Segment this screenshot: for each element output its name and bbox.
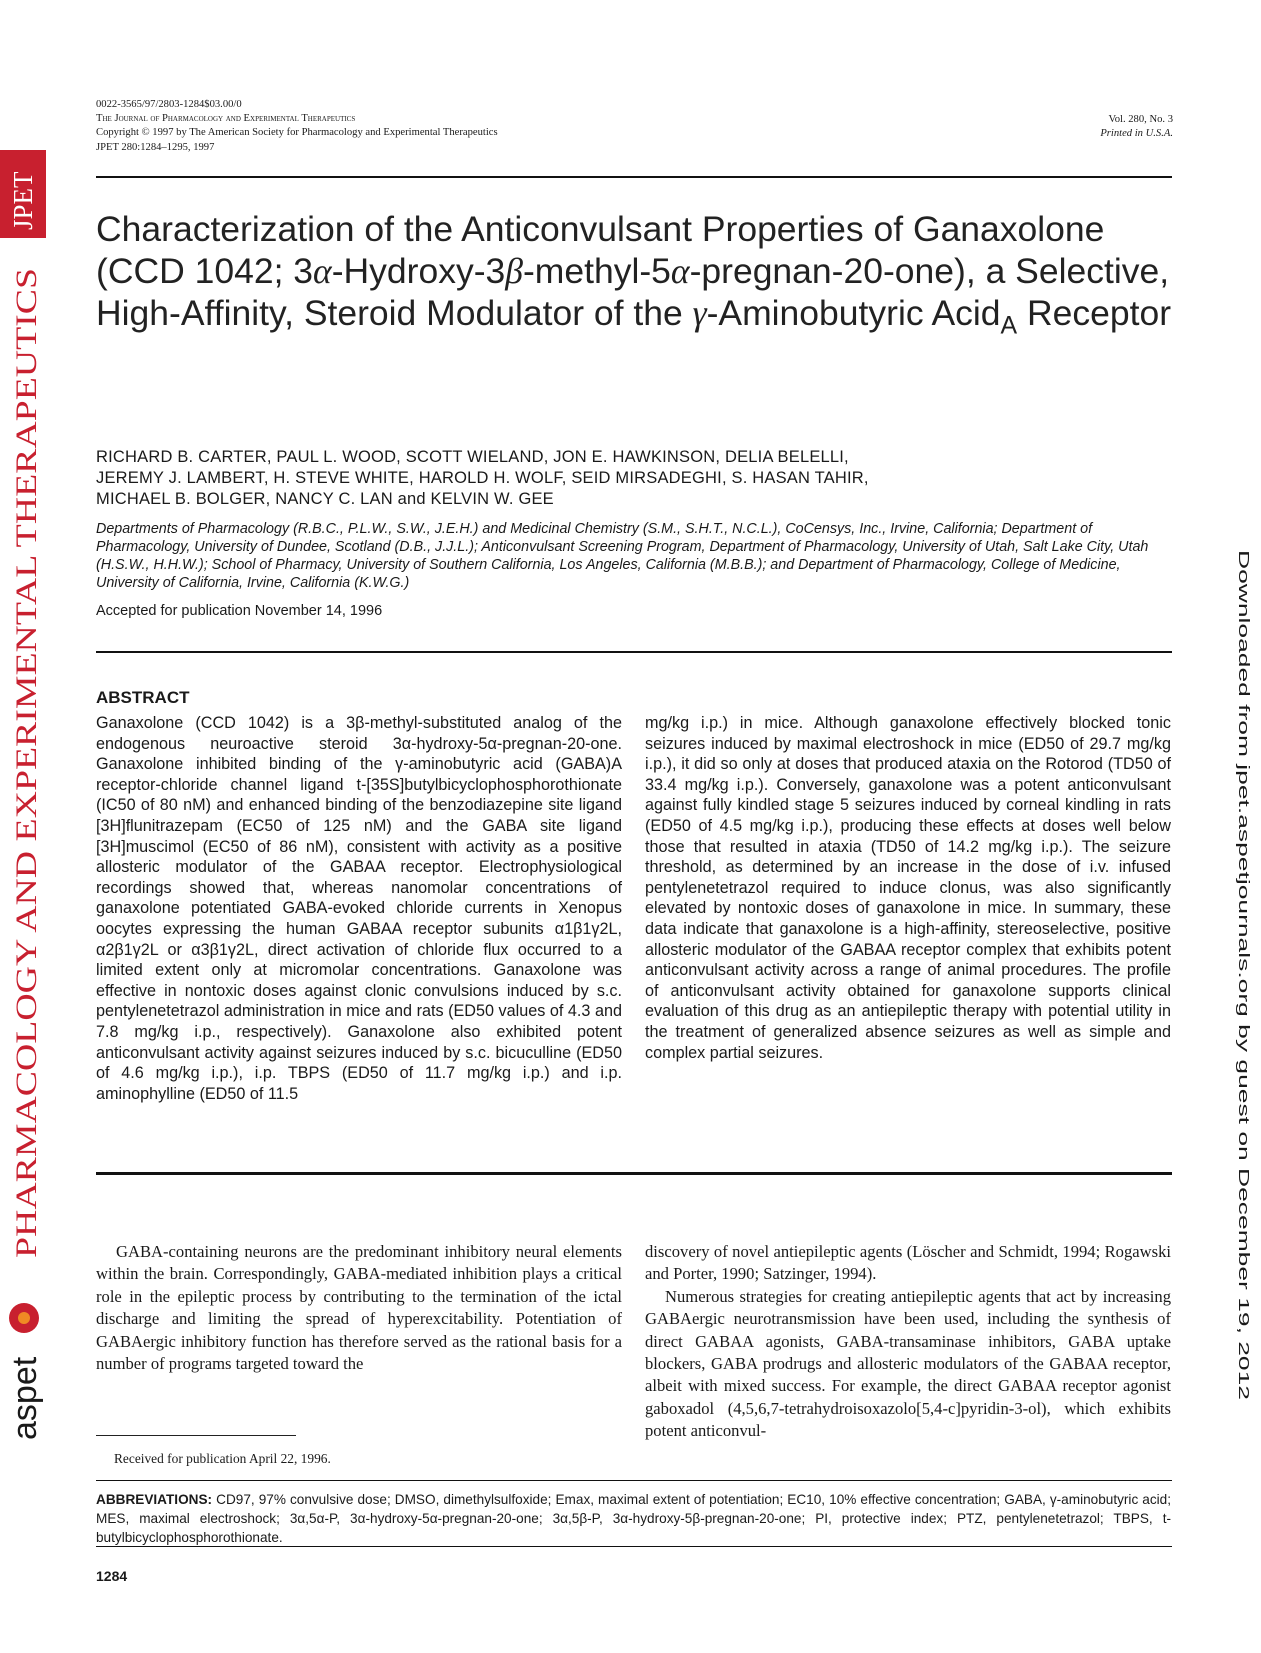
printed-line: Printed in U.S.A. [1100, 128, 1173, 140]
citation-line: JPET 280:1284–1295, 1997 [96, 141, 215, 153]
abbreviations-text: CD97, 97% convulsive dose; DMSO, dimethylsulfoxide; Emax, maximal extent of potentiation; EC10, 10% effective concentration; GABA, γ-aminobutyric acid; MES, maximal electroshock; 3α,5α-P, 3α-hydroxy-5α-pregnan-20-one; 3α,5β-P, 3α-hydroxy-5β-pregnan-20-one; PI, protective index; PTZ, pentylenetetrazol; TBPS, t-butylbicyclophosphorothionate. [96, 1492, 1172, 1545]
title-text: -methyl-5 [522, 251, 671, 291]
title-alpha: α [313, 251, 332, 291]
article-title [96, 208, 1172, 340]
title-subscript: A [1000, 312, 1018, 340]
author-line: RICHARD B. CARTER, PAUL L. WOOD, SCOTT WIELAND, JON E. HAWKINSON, DELIA BELELLI, [96, 448, 849, 466]
footnote-rule [96, 1435, 296, 1436]
abstract-top-rule [96, 651, 1172, 653]
author-line: JEREMY J. LAMBERT, H. STEVE WHITE, HAROLD H. WOLF, SEID MIRSADEGHI, S. HASAN TAHIR, [96, 469, 869, 487]
body-left-column [96, 1241, 622, 1375]
title-gamma: γ [692, 293, 707, 333]
issn-line: 0022-3565/97/2803-1284$03.00/0 [96, 99, 242, 110]
download-note-text: Downloaded from jpet.aspetjournals.org by guest on December 19, 2012 [1235, 550, 1251, 1017]
author-list [96, 447, 1172, 510]
page-number: 1284 [96, 1568, 128, 1584]
publisher-logo-text: aspet [6, 1356, 44, 1440]
abbreviations-top-rule [96, 1480, 1172, 1481]
jpet-badge-text: JPET [8, 171, 38, 230]
volume-line: Vol. 280, No. 3 [1108, 114, 1173, 125]
journal-side-banner [0, 150, 46, 1540]
body-paragraph: Numerous strategies for creating antiepileptic agents that act by increasing GABAergic neurotransmission have been used, including the synthesis of direct GABAA agonists, GABA-transaminase inhibitors, GABA uptake blockers, GABA prodrugs and allosteric modulators of the GABAA receptor, albeit with mixed success. For example, the direct GABAA receptor agonist gaboxadol (4,5,6,7-tetrahydroisoxazolo[5,4-c]pyridin-3-ol), which exhibits potent anticonvul- [645, 1286, 1171, 1441]
download-note [1233, 550, 1255, 1410]
title-text: Characterization of the Anticonvulsant Properties of Ganaxolone (CCD 1042; 3 [96, 209, 1105, 291]
accepted-date: Accepted for publication November 14, 1996 [96, 603, 383, 619]
title-alpha: α [670, 251, 690, 291]
abstract-bottom-rule [96, 1172, 1172, 1175]
copyright-line: Copyright © 1997 by The American Society for Pharmacology and Experimental Therapeutics [96, 127, 498, 139]
abstract-heading: ABSTRACT [96, 688, 190, 707]
title-text: Receptor [1017, 293, 1172, 333]
body-right-column [645, 1241, 1171, 1443]
author-line: MICHAEL B. BOLGER, NANCY C. LAN and KELVIN W. GEE [96, 490, 554, 508]
abbreviations-bottom-rule [96, 1546, 1172, 1547]
journal-name-vertical: PHARMACOLOGY AND EXPERIMENTAL THERAPEUTICS [10, 472, 43, 1258]
aspet-logo-icon [6, 1303, 44, 1440]
header-volume [1100, 113, 1173, 141]
abstract-left-column: Ganaxolone (CCD 1042) is a 3β-methyl-substituted analog of the endogenous neuroactive steroid 3α-hydroxy-5α-pregnan-20-one. Ganaxolone inhibited binding of the γ-aminobutyric acid (GABA)A receptor-chloride channel ligand t-[35S]butylbicyclophosphorothionate (IC50 of 80 nM) and enhanced binding of the benzodiazepine site ligand [3H]flunitrazepam (EC50 of 125 nM) and the GABA site ligand [3H]muscimol (EC50 of 86 nM), consistent with activity as a positive allosteric modulator of the GABAA receptor. Electrophysiological recordings showed that, whereas nanomolar concentrations of ganaxolone potentiated GABA-evoked chloride currents in Xenopus oocytes expressing the human GABAA receptor subunits α1β1γ2L, α2β1γ2L or α3β1γ2L, direct activation of chloride flux occurred to a limited extent only at micromolar concentrations. Ganaxolone was effective in nontoxic doses against clonic convulsions induced by s.c. pentylenetetrazol administration in mice and rats (ED50 values of 4.3 and 7.8 mg/kg i.p., respectively). Ganaxolone also exhibited potent anticonvulsant activity against seizures induced by s.c. bicuculline (ED50 of 4.6 mg/kg i.p.), i.p. TBPS (ED50 of 11.7 mg/kg i.p.) and i.p. aminophylline (ED50 of 11.5 [96, 714, 622, 1103]
received-footnote: Received for publication April 22, 1996. [114, 1451, 331, 1466]
affiliations: Departments of Pharmacology (R.B.C., P.L.W., S.W., J.E.H.) and Medicinal Chemistry (S.M., S.H.T., N.C.L.), CoCensys, Inc., Irvine, California; Department of Pharmacology, University of Dundee, Scotland (D.B., J.J.L.); Anticonvulsant Screening Program, Department of Pharmacology, University of Utah, Salt Lake City, Utah (H.S.W., H.H.W.); School of Pharmacy, University of Southern California, Los Angeles, California (M.B.B.); and Department of Pharmacology, College of Medicine, University of California, Irvine, California (K.W.G.) [96, 521, 1149, 591]
body-paragraph: discovery of novel antiepileptic agents (Löscher and Schmidt, 1994; Rogawski and Porter, 1990; Satzinger, 1994). [645, 1242, 1171, 1284]
journal-line: The Journal of Pharmacology and Experimental Therapeutics [96, 113, 356, 125]
header-rule [96, 176, 1172, 178]
abbreviations-label: ABBREVIATIONS: [96, 1492, 213, 1507]
title-beta: β [505, 251, 523, 291]
title-text: -Aminobutyric Acid [706, 293, 1001, 333]
abbreviations [96, 1490, 1171, 1547]
title-text: -Hydroxy-3 [331, 251, 506, 291]
abstract-right-column: mg/kg i.p.) in mice. Although ganaxolone effectively blocked tonic seizures induced by maximal electroshock in mice (ED50 of 29.7 mg/kg i.p.), it did so only at doses that produced ataxia on the Rotorod (TD50 of 33.4 mg/kg i.p.). Conversely, ganaxolone was a potent anticonvulsant against fully kindled stage 5 seizures induced by corneal kindling in rats (ED50 of 4.5 mg/kg i.p.), producing these effects at doses well below those that resulted in ataxia (TD50 of 14.2 mg/kg i.p.). The seizure threshold, as determined by an increase in the dose of i.v. infused pentylenetetrazol required to induce clonus, was also significantly elevated by nontoxic doses of ganaxolone in mice. In summary, these data indicate that ganaxolone is a high-affinity, stereoselective, positive allosteric modulator of the GABAA receptor complex that exhibits potent anticonvulsant activity across a range of animal procedures. The profile of anticonvulsant activity obtained for ganaxolone supports clinical evaluation of this drug as an antiepileptic therapy with potential utility in the treatment of generalized absence seizures as well as simple and complex partial seizures. [645, 714, 1171, 1062]
title-text: -pregnan-20-one), a Selective, High-Affinity, Steroid Modulator of the [96, 251, 1170, 333]
body-paragraph: GABA-containing neurons are the predominant inhibitory neural elements within the brain. Correspondingly, GABA-mediated inhibition plays a critical role in the epileptic process by contributing to the termination of the ictal discharge and limiting the spread of hyperexcitability. Potentiation of GABAergic inhibitory function has therefore served as the rational basis for a number of programs targeted toward the [96, 1242, 622, 1374]
header-meta [96, 98, 498, 155]
